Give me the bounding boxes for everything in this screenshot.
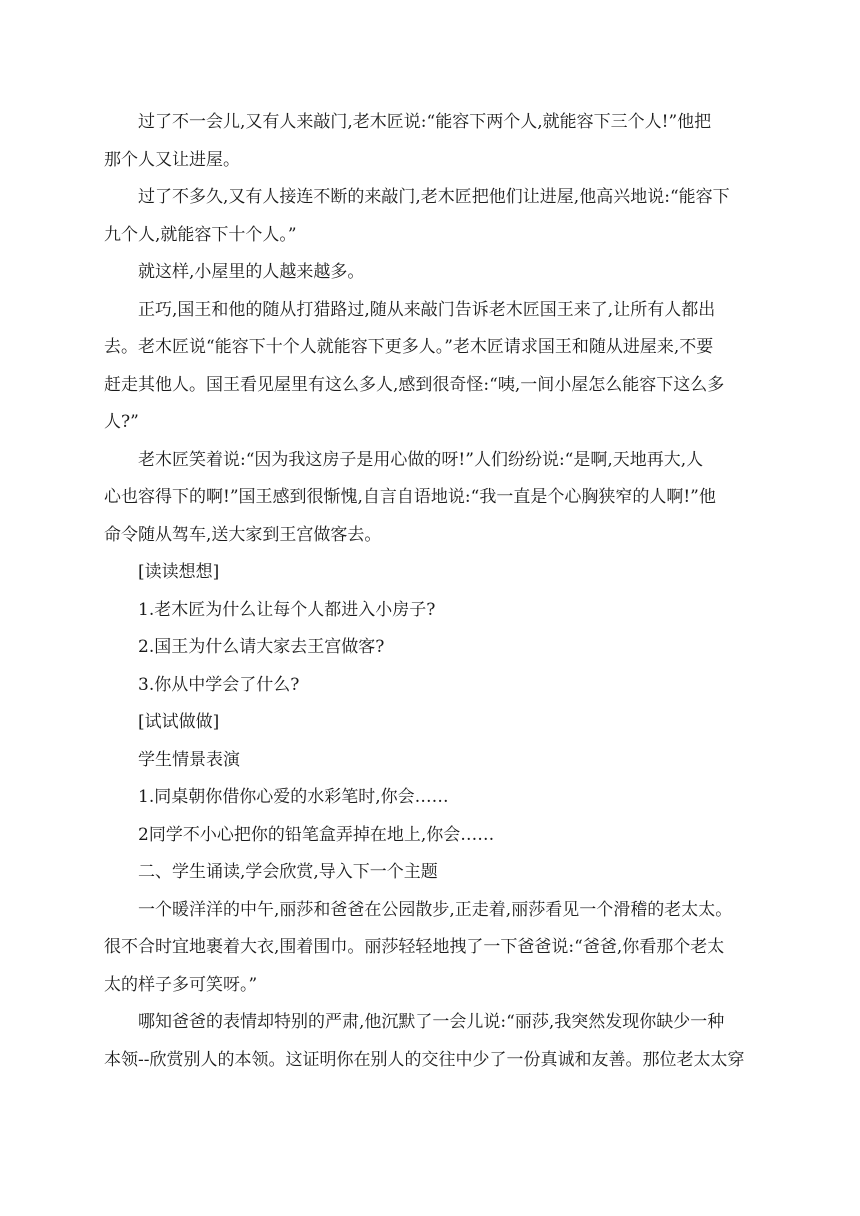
text-line: 一个暖洋洋的中午,丽莎和爸爸在公园散步,正走着,丽莎看见一个滑稽的老太太。 [138, 899, 733, 920]
text-line: 1.同桌朝你借你心爱的水彩笔时,你会…… [138, 787, 449, 807]
text-line: 本领--欣赏别人的本领。这证明你在别人的交往中少了一份真诚和友善。那位老太太穿 [104, 1049, 745, 1070]
document-page [104, 104, 764, 1079]
text-line: 学生情景表演 [138, 749, 240, 770]
text-line: 就这样,小屋里的人越来越多。 [138, 262, 365, 282]
text-line: 九个人,就能容下十个人。” [104, 224, 297, 245]
text-line: 去。老木匠说“能容下十个人就能容下更多人。”老木匠请求国王和随从进屋来,不要 [104, 337, 714, 357]
text-line: 太的样子多可笑呀。” [104, 974, 258, 995]
text-line: 过了不一会儿,又有人来敲门,老木匠说:“能容下两个人,就能容下三个人!”他把 [138, 112, 712, 132]
text-line: 赶走其他人。国王看见屋里有这么多人,感到很奇怪:“咦,一间小屋怎么能容下这么多 [104, 374, 725, 395]
text-line: 过了不多久,又有人接连不断的来敲门,老木匠把他们让进屋,他高兴地说:“能容下 [138, 187, 730, 207]
text-line: 2.国王为什么请大家去王宫做客? [138, 637, 385, 657]
text-line: 那个人又让进屋。 [104, 149, 240, 170]
text-line: 命令随从驾车,送大家到王宫做客去。 [104, 524, 382, 545]
text-line: 1.老木匠为什么让每个人都进入小房子? [138, 599, 436, 620]
text-line: 2同学不小心把你的铅笔盒弄掉在地上,你会…… [138, 824, 495, 845]
text-line: [试试做做] [138, 712, 220, 732]
text-line: 3.你从中学会了什么? [138, 674, 300, 695]
text-line: 很不合时宜地裹着大衣,围着围巾。丽莎轻轻地拽了一下爸爸说:“爸爸,你看那个老太 [104, 937, 725, 957]
text-line: 二、学生诵读,学会欣赏,导入下一个主题 [138, 862, 438, 882]
text-line: 心也容得下的啊!”国王感到很惭愧,自言自语地说:“我一直是个心胸狭窄的人啊!”他 [104, 487, 716, 507]
text-line: 哪知爸爸的表情却特别的严肃,他沉默了一会儿说:“丽莎,我突然发现你缺少一种 [138, 1012, 725, 1032]
text-line: 人?” [104, 412, 139, 432]
text-line: [读读想想] [138, 562, 220, 582]
text-line: 老木匠笑着说:“因为我这房子是用心做的呀!”人们纷纷说:“是啊,天地再大,人 [138, 449, 704, 470]
text-line: 正巧,国王和他的随从打猎路过,随从来敲门告诉老木匠国王来了,让所有人都出 [138, 299, 716, 320]
